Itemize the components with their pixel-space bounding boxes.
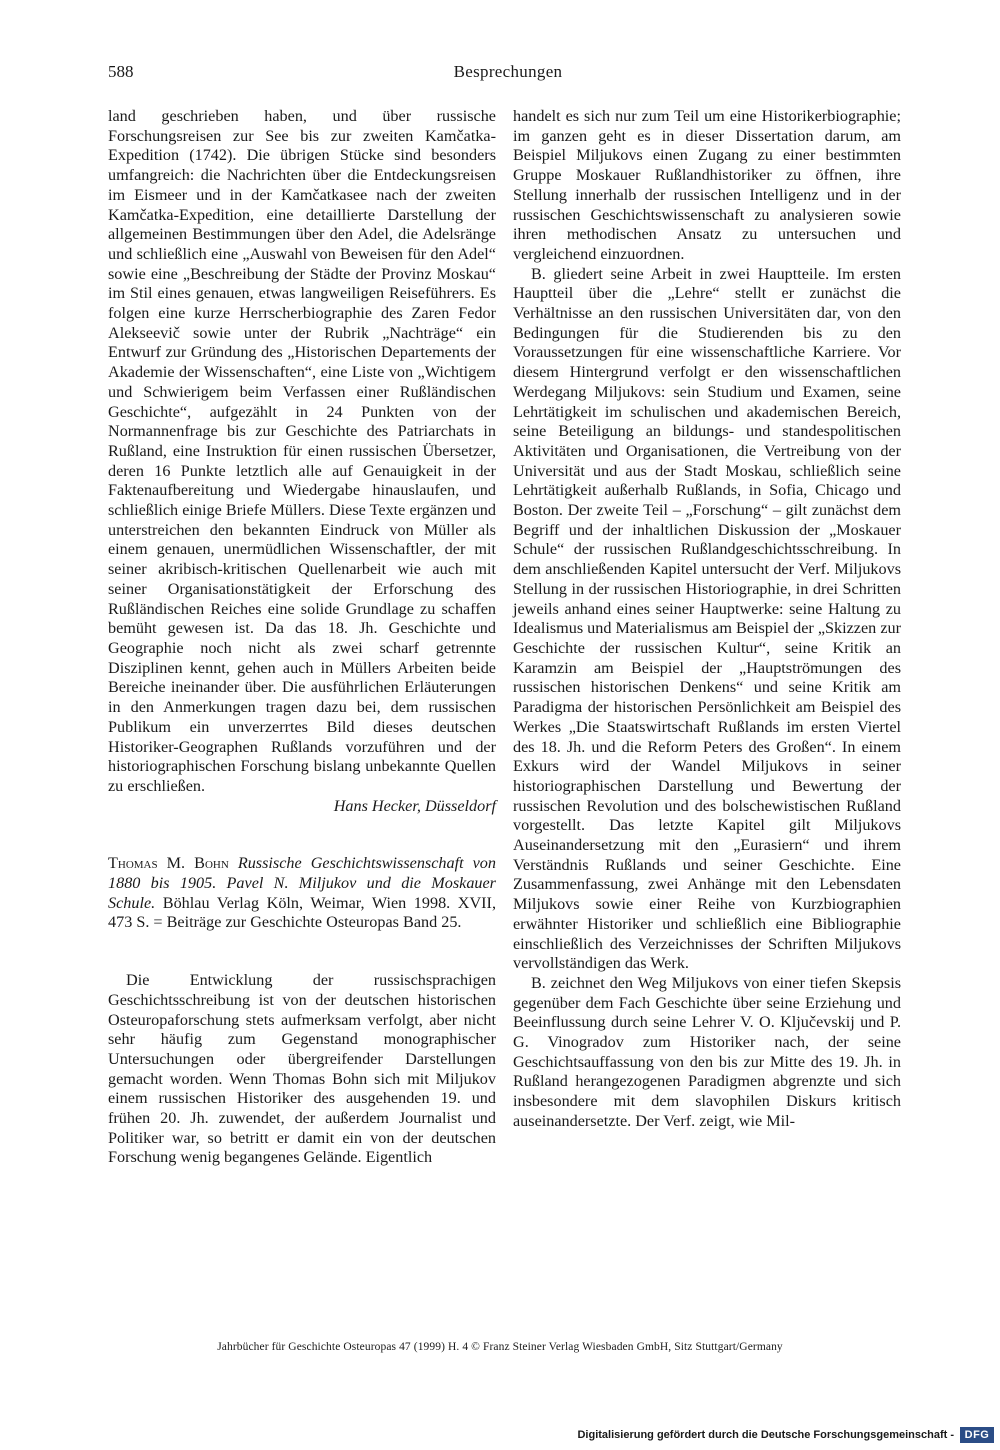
digitization-notice: Digitalisierung gefördert durch die Deutsche Forschungsgemeinschaft - (577, 1429, 954, 1441)
left-column (108, 107, 496, 1168)
dfg-logo-icon: DFG (960, 1427, 994, 1443)
body-paragraph: B. zeichnet den Weg Miljukovs von einer tiefen Skepsis gegenüber dem Fach Geschichte über seine Erziehung und Beeinflussung durch seine Lehrer V. O. Ključevskij und P. G. Vinogradov zum Historiker nach, der seine Geschichtsauffassung von den bis zur Mitte des 19. Jh. in Rußland herangezogenen Paradigmen abgrenzte und sich insbesondere mit dem slavophilen Diskurs kritisch auseinandersetzte. Der Verf. zeigt, wie Mil- (513, 973, 901, 1130)
review-author: Thomas M. Bohn (108, 854, 229, 873)
review-publication-info: Böhlau Verlag Köln, Weimar, Wien 1998. XVII, 473 S. = Beiträge zur Geschichte Osteuropas Band 25. (108, 893, 496, 932)
body-paragraph: B. gliedert seine Arbeit in zwei Hauptteile. Im ersten Hauptteil über die „Lehre“ stellt er zunächst die Verhältnisse an den russischen Universitäten dar, von den Bedingungen für die Studierenden bis zu den Voraussetzungen für eine wissenschaftliche Karriere. Vor diesem Hintergrund verfolgt er den wissenschaftlichen Werdegang Miljukovs: sein Studium und Examen, seine Lehrtätigkeit im schulischen und akademischen Bereich, seine Beteiligung an bildungs- und standespolitischen Aktivitäten und Organisationen, die Vertreibung von der Universität und aus der Stadt Moskau, schließlich seine Lehrtätigkeit außerhalb Rußlands, in Sofia, Chicago und Boston. Der zweite Teil – „Forschung“ – gilt zunächst dem Begriff und der inhaltlichen Diskussion der „Moskauer Schule“ der russischen Rußlandgeschichtsschreibung. In dem anschließenden Kapitel untersucht der Verf. Miljukovs Stellung in der russischen Historiographie, in drei Schritten jeweils anhand eines seiner Hauptwerke: seine Haltung zu Idealismus und Materialismus am Beispiel der „Skizzen zur Geschichte der russischen Kultur“, seine Kritik an Karamzin am Beispiel der „Hauptströmungen des russischen historischen Denkens“ und seine Kritik am Paradigma der historischen Persönlichkeit am Beispiel des Werkes „Die Staatswirtschaft Rußlands im ersten Viertel des 18. Jh. und die Reform Peters des Großen“. In einem Exkurs wird der Wandel Miljukovs in seiner historiographischen Darstellung und Bewertung der russischen Revolution und des bolschewistischen Rußland vorgestellt. Das letzte Kapitel gilt Miljukovs Auseinandersetzung mit den „Eurasiern“ und ihrem Verständnis Rußlands und seiner Geschichte. Eine Zusammenfassung, zwei Anhänge mit den Lebensdaten Miljukovs sowie einer Reihe von Kurzbiographien erwähnter Historiker und schließlich eine Bibliographie einschließlich des Verzeichnisses der Schriften Miljukovs vervollständigen das Werk. (513, 264, 901, 973)
journal-citation-footer: Jahrbücher für Geschichte Osteuropas 47 (1999) H. 4 © Franz Steiner Verlag Wiesbaden GmbH, Sitz Stuttgart/Germany (217, 1341, 783, 1353)
review-book-title: Russische Geschichtswissenschaft von 1880 bis 1905. Pavel N. Miljukov und die Moskauer Schule. (108, 854, 496, 912)
digitization-notice-bar (560, 1425, 1000, 1447)
running-head: Besprechungen (453, 62, 563, 81)
body-paragraph: Die Entwicklung der russischsprachigen Geschichtsschreibung ist von der deutschen historischen Osteuropaforschung stets aufmerksam verfolgt, aber nicht sehr häufig zum Gegenstand monographischer Untersuchungen oder übergreifender Darstellungen gemacht worden. Wenn Thomas Bohn sich mit Miljukov einem russischen Historiker des ausgehenden 19. und frühen 20. Jh. zuwendet, der außerdem Journalist und Politiker war, so betritt er damit ein von der deutschen Forschung wenig begangenes Gelände. Eigentlich (108, 971, 496, 1167)
right-column (513, 107, 901, 1132)
review-citation (108, 854, 496, 933)
body-paragraph: land geschrieben haben, und über russische Forschungsreisen zur See bis zur zweiten Kamčatka-Expedition (1742). Die übrigen Stücke sind besonders umfangreich: die Nachrichten über die Entdeckungsreisen im Eismeer und in der Kamčatkasee nach der zweiten Kamčatka-Expedition, eine detaillierte Darstellung der allgemeinen Bestimmungen über den Adel, die Adelsränge und schließlich eine „Auswahl von Beweisen für den Adel“ sowie eine „Beschreibung der Städte der Provinz Moskau“ im Stil eines genauen, etwas langweiligen Reiseführers. Es folgen eine kurze Herrscherbiographie des Zaren Fedor Alekseevič sowie unter der Rubrik „Nachträge“ ein Entwurf zur Gründung des „Historischen Departements der Akademie der Wissenschaften“, eine Liste von „Wichtigem und Schwierigem beim Verfassen einer Rußländischen Geschichte“, aufgezählt in 24 Punkten von der Normannenfrage bis zur Geschichte des Patriarchats in Rußland, eine Instruktion für einen russischen Übersetzer, deren 16 Punkte letztlich alle auf Genauigkeit in der Faktenaufbereitung und Wiedergabe hinauslaufen, und schließlich einige Briefe Müllers. Diese Texte ergänzen und unterstreichen den bekannten Eindruck von Müller als einem genauen, unermüdlichen Wissenschaftler, der mit seiner akribisch-kritischen Quellenarbeit wie auch mit seiner Organisationstätigkeit der Erforschung des Rußländischen Reiches eine solide Grundlage zu schaffen bemüht gewesen ist. Da das 18. Jh. Geschichte und Geographie noch nicht als zwei scharf getrennte Disziplinen kennt, gehen auch in Müllers Arbeiten beide Bereiche ineinander über. Die ausführlichen Erläuterungen in den Anmerkungen tragen dazu bei, dem russischen Publikum ein unverzerrtes Bild dieses deutschen Historiker-Geographen Rußlands vorzuführen und der historiographischen Forschung bislang unbekannte Quellen zu erschließen. (108, 107, 496, 795)
page-number: 588 (108, 62, 134, 81)
reviewer-signature: Hans Hecker, Düsseldorf (333, 796, 496, 815)
body-paragraph: handelt es sich nur zum Teil um eine Historikerbiographie; im ganzen geht es in dieser Dissertation darum, am Beispiel Miljukovs einen Zugang zu einer bestimmten Gruppe Moskauer Rußlandhistoriker zu öffnen, ihre Stellung innerhalb der russischen Intelligenz und in der russischen Geschichtswissenschaft zu analysieren sowie ihren methodischen Ansatz zu untersuchen und vergleichend einzuordnen. (513, 107, 901, 263)
page-header (108, 62, 908, 86)
